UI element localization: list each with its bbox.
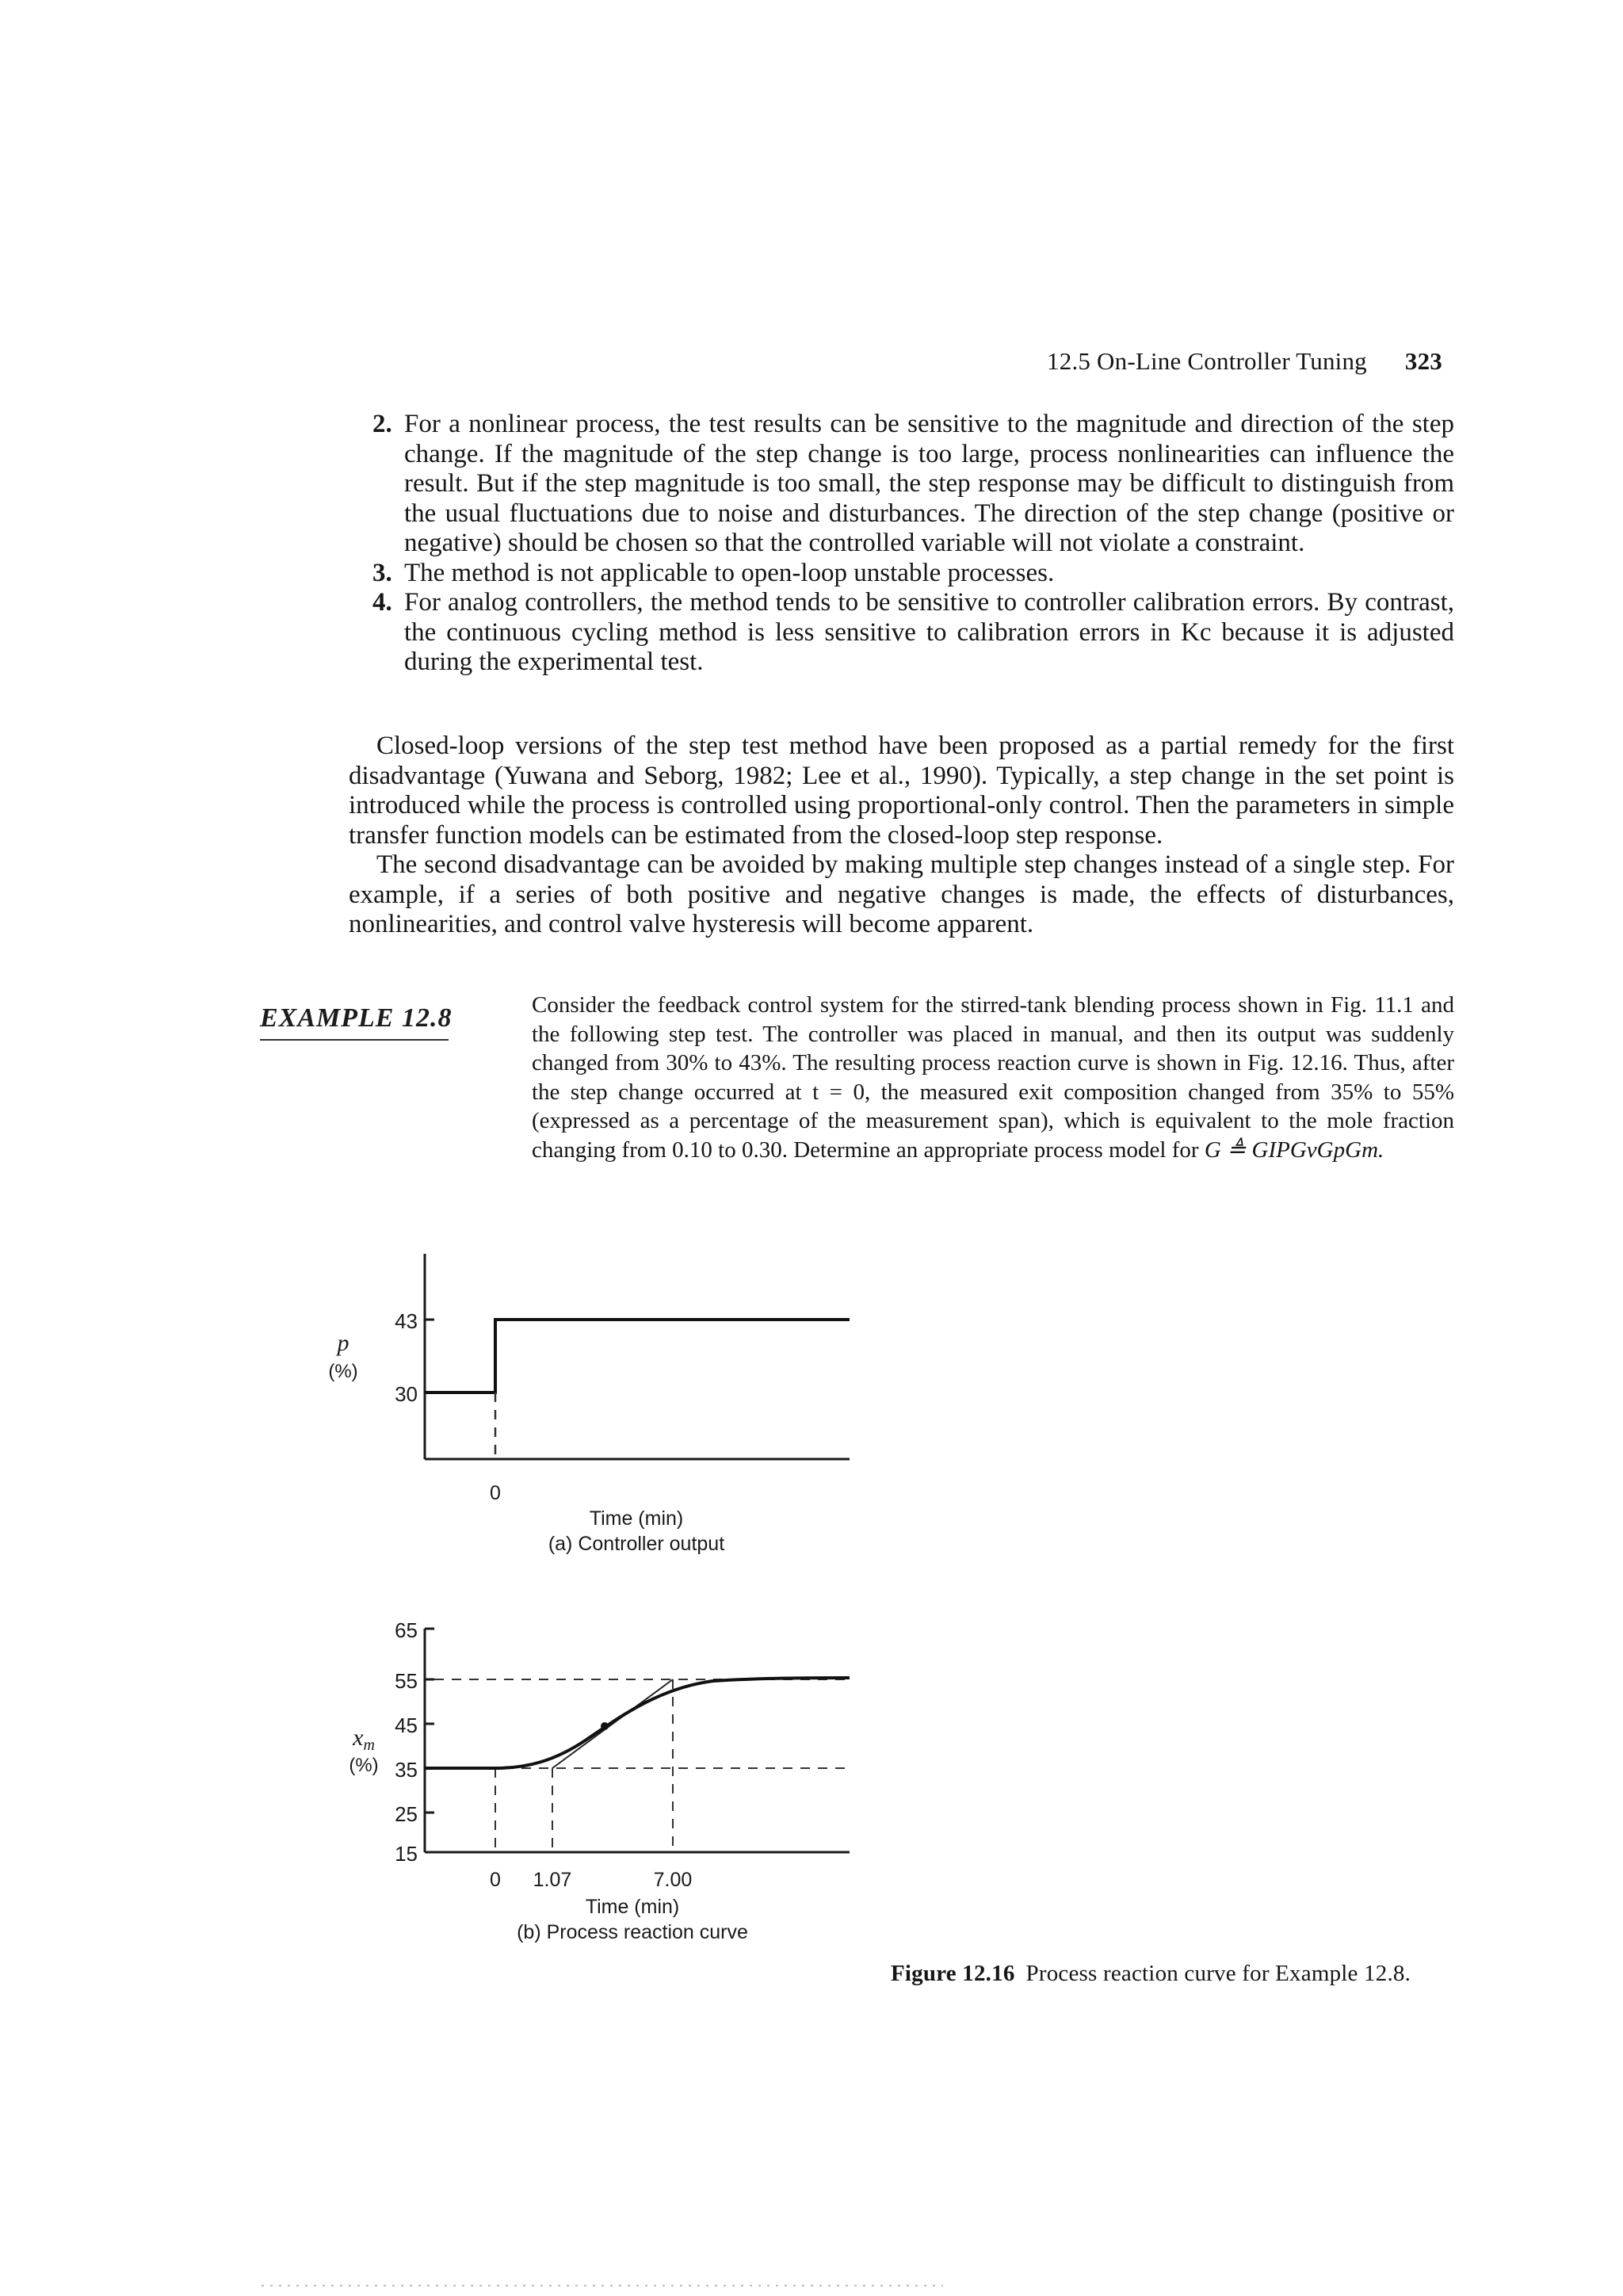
inflection-point: [601, 1722, 609, 1730]
page-number: 323: [1404, 347, 1442, 375]
xtick-label-b-0: 0: [490, 1869, 501, 1891]
xtick-label-b-1-07: 1.07: [533, 1869, 572, 1891]
figure-caption: [891, 1961, 1411, 1987]
figure-label: Figure 12.16: [891, 1961, 1015, 1986]
example-label: EXAMPLE 12.8: [260, 1003, 453, 1033]
ylabel-b-symbol: $x_m$: [353, 1725, 375, 1754]
ylabel-a-unit: (%): [328, 1361, 358, 1382]
xlabel-a: Time (min): [589, 1507, 684, 1530]
xtick-label-b-7-00: 7.00: [653, 1869, 693, 1891]
ytick-label-65: 65: [395, 1618, 418, 1642]
list-number: 2.: [372, 410, 392, 438]
panel-a: [328, 1254, 850, 1555]
ytick-label-30: 30: [395, 1382, 418, 1406]
list-text: The method is not applicable to open-loop unstable processes.: [404, 558, 1055, 587]
xlabel-b: Time (min): [585, 1896, 680, 1918]
xtick-label-a-0: 0: [490, 1482, 501, 1504]
example-body: Consider the feedback control system for the stirred-tank blending process shown in Fig. 11.1 and the following step test. The controller was placed in manual, and then its output was suddenly changed from 30% to 43%. The resulting process reaction curve is shown in Fig. 12.16. Thus, after the step change occurred at t = 0, the measured exit composition changed from 35% to 55% (expressed as a percentage of the measurement span), which is equivalent to the mole fraction changing from 0.10 to 0.30. Determine an appropriate process model for: [532, 992, 1454, 1163]
section-title: 12.5 On-Line Controller Tuning: [1047, 347, 1367, 375]
list-text: For a nonlinear process, the test results can be sensitive to the magnitude and direction of the step change. If the magnitude of the step change is too large, process nonlinearities can influence the result. But if the step magnitude is too small, the step response may be difficult to distinguish from the usual fluctuations due to noise and disturbances. The direction of the step change (positive or negative) should be chosen so that the controlled variable will not violate a constraint.: [404, 410, 1454, 557]
example-model: G ≜ GIPGvGpGm.: [1204, 1137, 1384, 1163]
ytick-label-35: 35: [395, 1758, 418, 1782]
ylabel-b-unit: (%): [349, 1755, 379, 1776]
paragraph: The second disadvantage can be avoided by making multiple step changes instead of a single step. For example, if a series of both positive and negative changes is made, the effects of disturbances, nonlinearities, and control valve hysteresis will become apparent.: [349, 850, 1454, 938]
scan-artifact-dots: [262, 2285, 943, 2286]
ytick-label-55: 55: [395, 1669, 418, 1693]
ylabel-a-symbol: p: [337, 1330, 349, 1356]
list-number: 4.: [372, 588, 392, 617]
list-text: For analog controllers, the method tends to be sensitive to controller calibration errors. By contrast, the continuous cycling method is less sensitive to calibration errors in Kc because it is adjusted during the experimental test.: [404, 588, 1454, 676]
panel-b: [349, 1618, 850, 1943]
figure-caption-text: Process reaction curve for Example 12.8.: [1025, 1961, 1411, 1986]
ytick-label-43: 43: [395, 1309, 418, 1333]
list-number: 3.: [372, 558, 392, 587]
ytick-label-25: 25: [395, 1802, 418, 1826]
series-process-reaction: [425, 1678, 850, 1768]
ytick-label-15: 15: [395, 1842, 418, 1866]
paragraph: Closed-loop versions of the step test method have been proposed as a partial remedy for the first disadvantage (Yuwana and Seborg, 1982; Lee et al., 1990). Typically, a step change in the set point is introduced while the process is controlled using proportional-only control. Then the parameters in simple transfer function models can be estimated from the closed-loop step response.: [349, 732, 1454, 850]
subcaption-b: (b) Process reaction curve: [517, 1921, 748, 1943]
series-controller-output: [425, 1320, 850, 1392]
subcaption-a: (a) Controller output: [548, 1533, 725, 1555]
ytick-label-45: 45: [395, 1713, 418, 1737]
